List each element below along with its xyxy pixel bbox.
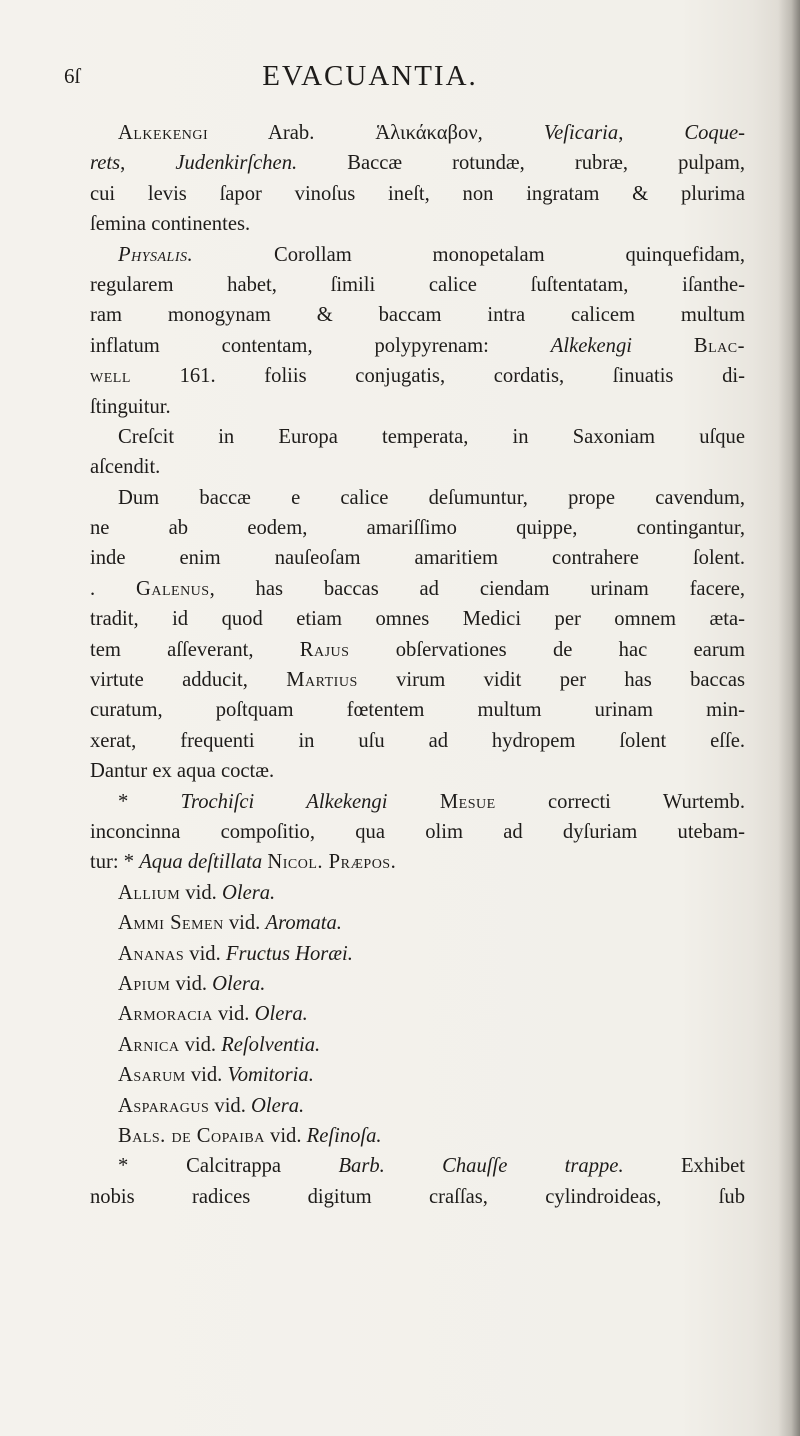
- text-line: curatum, poſtquam fœtentem multum urinam min-: [90, 699, 745, 722]
- text-line: * Calcitrappa Barb. Chauſſe trappe. Exhibet: [118, 1155, 745, 1178]
- text-line: ſemina continentes.: [90, 213, 251, 236]
- text-line: inconcinna compoſitio, qua olim ad dyſuriam utebam-: [90, 820, 745, 843]
- text-line: aſcendit.: [90, 456, 161, 479]
- index-entry: Apium vid. Olera.: [118, 972, 266, 995]
- text-line: ne ab eodem, amariſſimo quippe, contingantur,: [90, 517, 745, 540]
- text-line: well 161. foliis conjugatis, cordatis, ſinuatis di-: [90, 365, 745, 388]
- text-line: Dum baccæ e calice deſumuntur, prope cavendum,: [118, 486, 745, 509]
- text-line: * Trochiſci Alkekengi Mesue correcti Wurtemb.: [118, 790, 745, 813]
- text-line: Alkekengi Arab. Ἁλικάκαβον, Veſicaria, Coque-: [118, 122, 745, 144]
- binding-shadow: [778, 0, 800, 1436]
- index-entry: Ananas vid. Fructus Horæi.: [118, 942, 353, 965]
- text-line: virtute adducit, Martius virum vidit per has baccas: [90, 669, 745, 692]
- text-line: . Galenus, has baccas ad ciendam urinam facere,: [90, 577, 745, 600]
- index-entry: Allium vid. Olera.: [118, 881, 276, 904]
- text-line: xerat, frequenti in uſu ad hydropem ſolent eſſe.: [90, 729, 745, 752]
- page-number: 6ſ: [64, 64, 81, 88]
- index-entry: Bals. de Copaiba vid. Reſinoſa.: [118, 1124, 382, 1147]
- text-line: nobis radices digitum craſſas, cylindroideas, ſub: [90, 1185, 745, 1208]
- text-line: tradit, id quod etiam omnes Medici per omnem æta-: [90, 608, 745, 631]
- text-line: tem aſſeverant, Rajus obſervationes de hac earum: [90, 638, 745, 661]
- page-header: [60, 58, 680, 98]
- index-entry: Armoracia vid. Olera.: [118, 1003, 308, 1026]
- index-entry: Asarum vid. Vomitoria.: [118, 1064, 314, 1087]
- text-line: rets, Judenkirſchen. Baccæ rotundæ, rubræ, pulpam,: [90, 152, 745, 175]
- text-line: inflatum contentam, polypyrenam: Alkekengi Blac-: [90, 334, 745, 357]
- text-line: regularem habet, ſimili calice ſuſtentatam, iſanthe-: [90, 273, 745, 296]
- index-entry: Ammi Semen vid. Aromata.: [118, 912, 342, 935]
- text-line: Dantur ex aqua coctæ.: [90, 760, 275, 783]
- running-head: EVACUANTIA.: [262, 60, 478, 92]
- text-line: Creſcit in Europa temperata, in Saxoniam uſque: [118, 425, 745, 448]
- text-line: Physalis. Corollam monopetalam quinquefidam,: [118, 243, 745, 266]
- body-text: [90, 118, 745, 1212]
- index-entry: Arnica vid. Reſolventia.: [118, 1033, 321, 1056]
- text-line: inde enim nauſeoſam amaritiem contrahere ſolent.: [90, 547, 745, 570]
- text-line: cui levis ſapor vinoſus ineſt, non ingratam & plurima: [90, 182, 745, 205]
- text-line: tur: * Aqua deſtillata Nicol. Præpos.: [90, 851, 397, 874]
- text-line: ram monogynam & baccam intra calicem multum: [90, 304, 745, 327]
- text-line: ſtinguitur.: [90, 395, 171, 418]
- index-entry: Asparagus vid. Olera.: [118, 1094, 305, 1117]
